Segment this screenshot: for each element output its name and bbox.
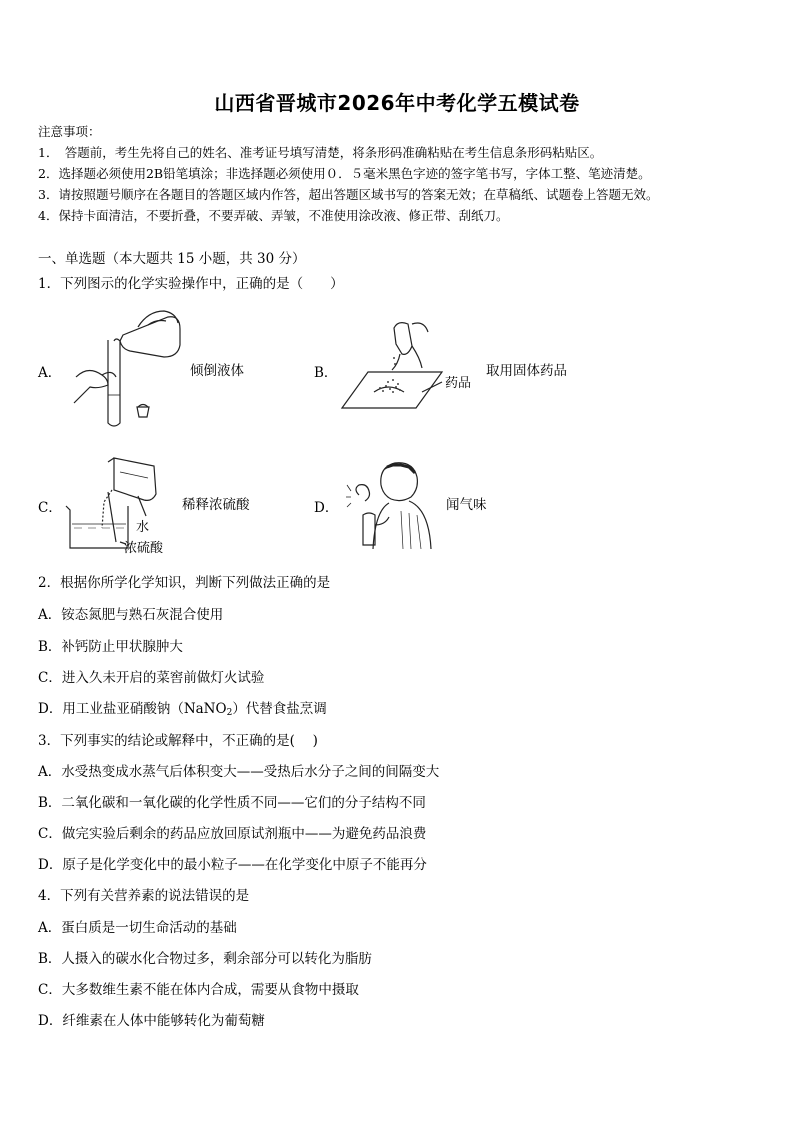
notice-heading: 注意事项：: [38, 124, 101, 139]
smell-gas-figure: [345, 455, 435, 550]
q1-option-b-figure-label: 药品: [445, 376, 472, 391]
section-heading: 一、单选题（本大题共 15 小题，共 30 分）: [38, 251, 306, 267]
q2-option-d-suffix: ）代替食盐烹调: [232, 701, 327, 717]
notice-item: 1． 答题前，考生先将自己的姓名、准考证号填写清楚，将条形码准确粘贴在考生信息条形码粘贴区。: [38, 145, 603, 160]
take-solid-figure: [338, 318, 448, 414]
q2-option-b[interactable]: B．补钙防止甲状腺肿大: [38, 639, 183, 655]
q1-option-d-letter[interactable]: D．: [314, 500, 339, 516]
q2-option-d-prefix: D．用工业盐亚硝酸钠（NaNO: [38, 701, 227, 717]
q4-option-b[interactable]: B．人摄入的碳水化合物过多，剩余部分可以转化为脂肪: [38, 951, 372, 967]
notice-item: 4．保持卡面清洁，不要折叠，不要弄破、弄皱，不准使用涂改液、修正带、刮纸刀。: [38, 208, 509, 223]
notice-item: 3．请按照题号顺序在各题目的答题区域内作答，超出答题区域书写的答案无效；在草稿纸、试题卷上答题无效。: [38, 187, 659, 202]
q1-option-c-caption: 稀释浓硫酸: [182, 497, 250, 513]
question-1-stem: 1．下列图示的化学实验操作中，正确的是（ ）: [38, 276, 344, 292]
q1-option-c-letter[interactable]: C．: [38, 500, 62, 516]
q3-option-c[interactable]: C．做完实验后剩余的药品应放回原试剂瓶中——为避免药品浪费: [38, 826, 427, 842]
q1-option-d-caption: 闻气味: [446, 497, 487, 513]
q2-option-c[interactable]: C．进入久未开启的菜窖前做灯火试验: [38, 670, 265, 686]
q4-option-c[interactable]: C．大多数维生素不能在体内合成，需要从食物中摄取: [38, 982, 359, 998]
q4-option-d[interactable]: D．纤维素在人体中能够转化为葡萄糖: [38, 1013, 265, 1029]
question-4-stem: 4．下列有关营养素的说法错误的是: [38, 888, 250, 904]
q3-option-d[interactable]: D．原子是化学变化中的最小粒子——在化学变化中原子不能再分: [38, 857, 427, 873]
q1-option-a-letter[interactable]: A．: [38, 365, 62, 381]
q3-option-a[interactable]: A．水受热变成水蒸气后体积变大——受热后水分子之间的间隔变大: [38, 764, 440, 780]
q1-option-a-caption: 倾倒液体: [190, 363, 244, 379]
pour-liquid-figure: [68, 305, 188, 430]
notice-item: 2．选择题必须使用2B铅笔填涂；非选择题必须使用０．５毫米黑色字迹的签字笔书写，字体工整、笔迹清楚。: [38, 166, 651, 181]
q1-option-c-acid-label: 浓硫酸: [124, 541, 164, 556]
page-title: 山西省晋城市2026年中考化学五模试卷: [214, 91, 580, 115]
q2-option-d-subscript: 2: [226, 708, 233, 718]
q1-option-b-letter[interactable]: B．: [314, 365, 338, 381]
q2-option-a[interactable]: A．铵态氮肥与熟石灰混合使用: [38, 607, 224, 623]
q3-option-b[interactable]: B．二氧化碳和一氧化碳的化学性质不同——它们的分子结构不同: [38, 795, 426, 811]
q1-option-b-caption: 取用固体药品: [486, 363, 567, 379]
q2-option-d[interactable]: [38, 697, 327, 718]
q4-option-a[interactable]: A．蛋白质是一切生命活动的基础: [38, 920, 237, 936]
question-2-stem: 2．根据你所学化学知识，判断下列做法正确的是: [38, 575, 331, 591]
q1-option-c-water-label: 水: [136, 520, 150, 535]
question-3-stem: 3．下列事实的结论或解释中，不正确的是( ): [38, 733, 318, 749]
